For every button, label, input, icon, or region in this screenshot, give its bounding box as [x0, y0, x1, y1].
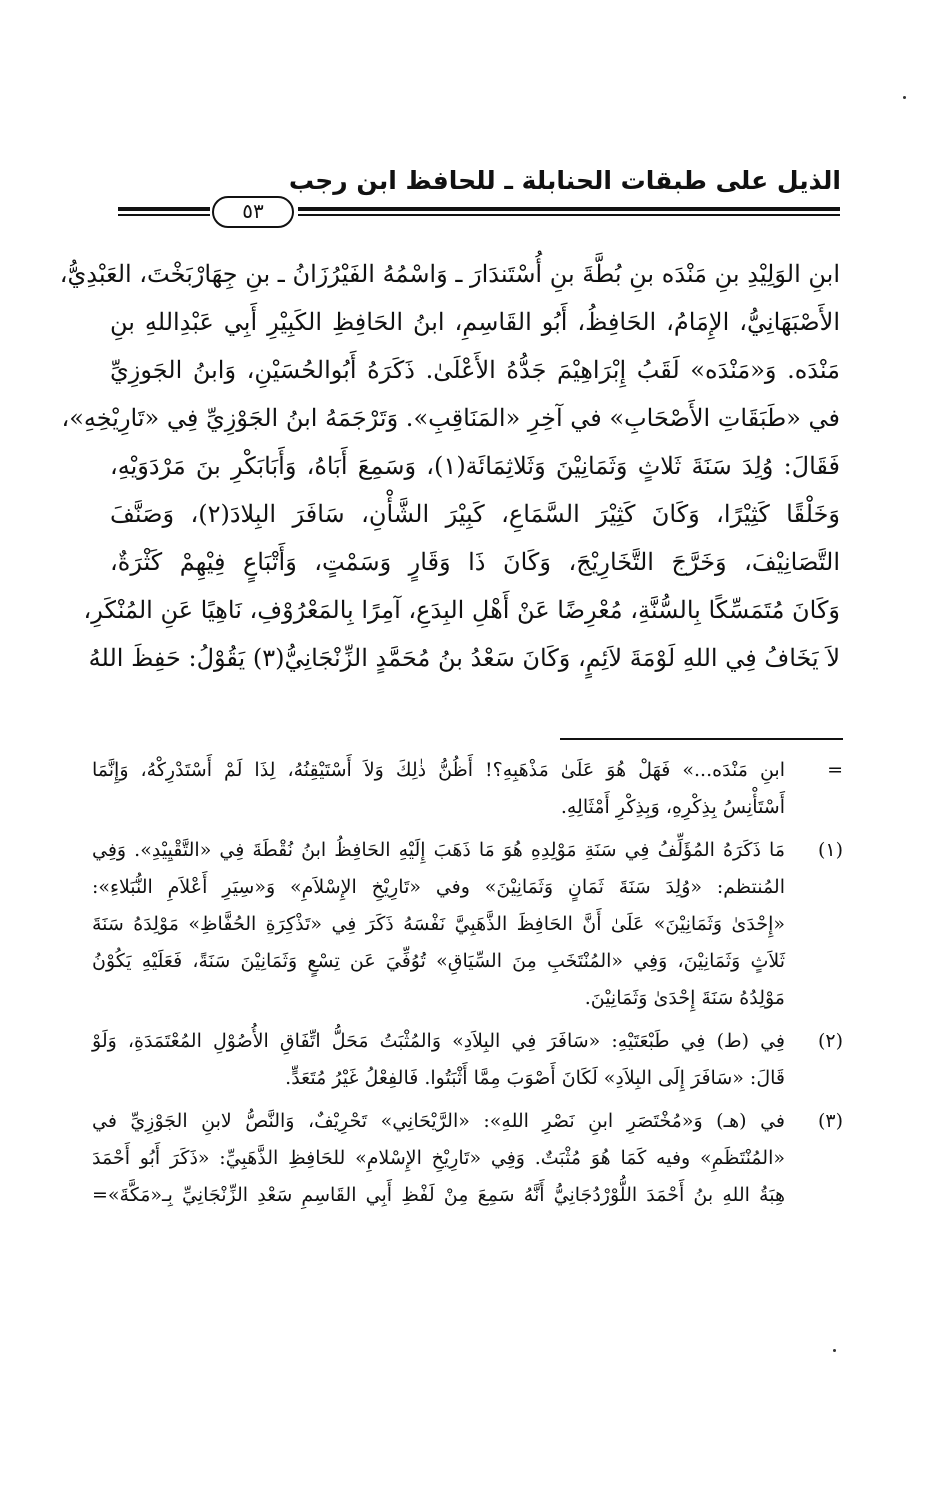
scan-speck: [833, 1349, 836, 1352]
scan-speck: [903, 96, 906, 99]
footnote-line: [92, 1177, 785, 1214]
footnote-line: مَا ذَكَرَهُ المُؤَلِّفُ فِي سَنَةِ مَوْلِدِهِ هُوَ مَا ذَهَبَ إِلَيْهِ الحَافِظُ ابنُ نُقْطَةَ فِي «التَّقْيِيْدِ». وَفِي: [92, 839, 785, 861]
footnote-line: المُنتظم: «وُلِدَ سَنَةَ ثَمَانٍ وَثَمَانِيْنَ» وفي «تَارِيْخِ الإِسْلاَمِ» وَ«سِيَرِ أَعْلاَمِ النُّبَلاءِ»:: [92, 876, 785, 898]
footnote-line: في (هـ) وَ«مُخْتَصَرِ ابنِ نَصْرِ اللهِ»: «الرَّيْحَانِي» تَحْرِيْفٌ، وَالنَّصُّ لابنِ الجَوْزِيِّ في: [92, 1110, 785, 1132]
main-text-line: مَنْدَه. وَ«مَنْدَه» لَقَبُ إِبْرَاهِيْمَ جَدُّهُ الأَعْلَىٰ. ذَكَرَهُ أَبُوالحُسَيْنِ، وَابنُ الجَوزِيِّ: [110, 356, 840, 384]
footnote-line: ابنِ مَنْدَه...» فَهَلْ هُوَ عَلَىٰ مَذْهَبِهِ؟! أَظُنُّ ذٰلِكَ وَلاَ أَسْتَيْقِنُهُ، لِذَا لَمْ أَسْتَدْرِكْهُ، وَإِنَّمَا: [92, 759, 785, 781]
footnote-line: «إِحْدَىٰ وَثَمَانِيْنَ» عَلَىٰ أَنَّ الحَافِظَ الذَّهَبِيَّ نَفْسَهُ ذَكَرَ فِي «تَذْكِرَةِ الحُفَّاظِ» مَوْلِدَهُ سَنَةَ: [92, 913, 785, 935]
main-text-line: الأَصْبَهَانِيُّ، الإِمَامُ، الحَافِظُ، أَبُو القَاسِمِ، ابنُ الحَافِظِ الكَبِيْرِ أَبِي عَبْدِاللهِ بنِ: [110, 308, 840, 336]
main-text-line: ابنِ الوَلِيْدِ بنِ مَنْدَه بنِ بُطَّةَ بنِ أُسْتَندَارَ ـ وَاسْمُهُ الفَيْرُزَانُ ـ بنِ جِهَارْبَخْتَ، العَبْدِيُّ،: [59, 260, 840, 288]
main-text-line: وَخَلْقًا كَثِيْرًا، وَكَانَ كَثِيْرَ السَّمَاعِ، كَبِيْرَ الشَّأْنِ، سَافَرَ البِلادَ(٢)، وَصَنَّفَ: [110, 500, 840, 528]
main-text-line: في «طَبَقَاتِ الأَصْحَابِ» في آخِرِ «المَنَاقِبِ». وَتَرْجَمَهُ ابنُ الجَوْزِيِّ فِي «تَارِيْخِهِ»،: [61, 404, 840, 432]
footnote-line-text: هِبَةُ اللهِ بنُ أَحْمَدَ اللُّوْرْدُجَانِيُّ أَنَّهُ سَمِعَ مِنْ لَفْظِ أَبِي القَاسِمِ سَعْدِ الزِّنْجَانِيِّ بِـ«مَكَّةَ»: [107, 1184, 785, 1206]
main-text: [59, 250, 841, 682]
footnote-line: «المُنْتَظَمِ» وفيه كَمَا هُوَ مُثْبَتٌ. وَفِي «تَارِيْخِ الإِسْلامِ» للحَافِظِ الذَّهَبِيِّ: «ذَكَرَ أَبُو أَحْمَدَ: [92, 1147, 785, 1169]
footnote-marker: (١): [817, 839, 843, 861]
running-title: الذيل على طبقات الحنابلة ـ للحافظ ابن رجب: [288, 166, 841, 195]
footnote-3: [92, 1103, 843, 1214]
footnote-line: ثَلاَثٍ وَثَمَانِيْنَ، وَفِي «المُنْتَخَبِ مِنَ السِّيَاقِ» تُوُفِّيَ عَن تِسْعٍ وَثَمَانِيْنَ سَنَةً، فَعَلَيْهِ يَكُوْنُ: [92, 950, 785, 972]
main-text-line: لاَ يَخَافُ فِي اللهِ لَوْمَةَ لاَئِمٍ، وَكَانَ سَعْدُ بنُ مُحَمَّدٍ الزِّنْجَانِيُّ(٣) يَقُوْلُ: حَفِظَ اللهُ: [88, 644, 840, 672]
main-text-line: وَكَانَ مُتَمَسِّكًا بِالسُّنَّةِ، مُعْرِضًا عَنْ أَهْلِ البِدَعِ، آمِرًا بِالمَعْرُوْفِ، نَاهِيًا عَنِ المُنْكَرِ،: [83, 596, 840, 624]
main-text-line: فَقَالَ: وُلِدَ سَنَةَ ثَلاثٍ وَثَمَانِيْنَ وَثَلاثِمَائَة(١)، وَسَمِعَ أَبَاهُ، وَأَبَابَكْرِ بنَ مَرْدَوَيْهِ،: [110, 452, 841, 480]
footnote-2: [92, 1023, 843, 1097]
main-text-line: التَّصَانِيْفَ، وَخَرَّجَ التَّخَارِيْجَ، وَكَانَ ذَا وَقَارٍ وَسَمْتٍ، وَأَتْبَاعٍ فِيْهِمْ كَثْرَةٌ،: [110, 548, 840, 576]
header-rule-right: [298, 207, 840, 217]
footnote-separator: [560, 738, 843, 740]
footnote-line: قَالَ: «سَافَرَ إِلَى البِلاَدِ» لَكَانَ أَصْوَبَ مِمَّا أَثْبَتُوا. فَالفِعْلُ غَيْرُ مُتَعَدٍّ.: [285, 1067, 785, 1089]
footnote-continued: [92, 752, 843, 826]
footnote-marker: (٣): [817, 1110, 843, 1132]
header-rule: [118, 196, 840, 232]
footnote-1: [92, 832, 843, 1017]
continuation-marker: =: [92, 1184, 108, 1206]
footnote-marker: =: [827, 759, 843, 781]
footnote-marker: (٢): [817, 1030, 843, 1052]
page-number: ٥٣: [212, 196, 294, 228]
header-rule-left: [118, 207, 210, 217]
footnotes: [92, 752, 843, 1220]
footnote-line: مَوْلِدُهُ سَنَةَ إِحْدَىٰ وَثَمَانِيْنَ.: [584, 987, 785, 1009]
footnote-line: فِي (ط) فِي طَبْعَتَيْهِ: «سَافَرَ فِي البِلاَدِ» وَالمُثْبَتُ مَحَلُّ اتِّفَاقِ الأُصُوْلِ المُعْتَمَدَةِ، وَلَوْ: [92, 1030, 785, 1052]
footnote-line: أَسْتَأْنِسُ بِذِكْرِهِ، وَبِذِكْرِ أَمْثَالِهِ.: [560, 796, 785, 818]
